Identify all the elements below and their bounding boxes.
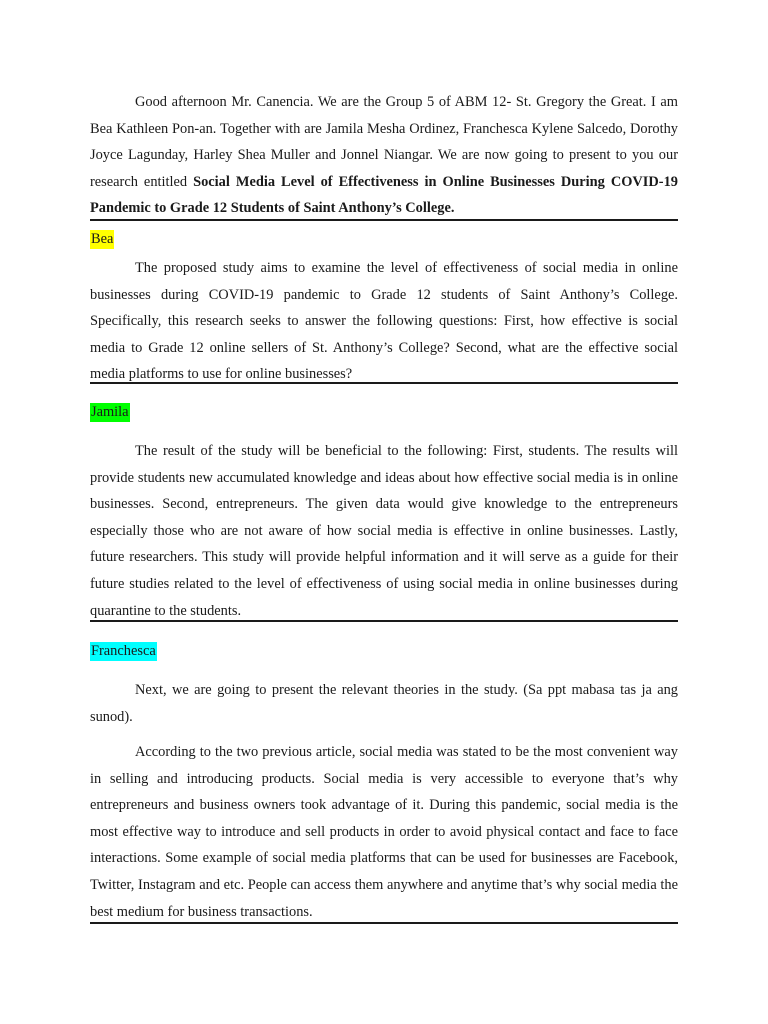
speaker-label-franchesca: Franchesca <box>91 643 156 659</box>
bea-content <box>90 255 678 388</box>
document-page <box>90 0 678 1024</box>
section-divider <box>90 382 678 384</box>
speaker-section-jamila <box>90 403 678 422</box>
franchesca-paragraph-2: According to the two previous article, social media was stated to be the most convenient way in selling and introducing products. Social media is very accessible to everyone that’s why entrepreneurs and business owners took advantage of it. During this pandemic, social media is the most effective way to introduce and sell products in order to avoid physical contact and face to face interactions. Some example of social media platforms that can be used for businesses are Facebook, Twitter, Instagram and etc. People can access them anywhere and anytime that’s why social media the best medium for business transactions. <box>90 744 678 920</box>
franchesca-paragraph-1: Next, we are going to present the relevant theories in the study. (Sa ppt mabasa tas ja ang sunod). <box>90 682 678 725</box>
speaker-label-jamila: Jamila <box>91 404 129 420</box>
jamila-content <box>90 438 678 624</box>
intro-text: Good afternoon Mr. Canencia. We are the Group 5 of ABM 12- St. Gregory the Great. I am Bea Kathleen Pon-an. Together with are Jamila Mesha Ordinez, Franchesca Kylene Salcedo, Dorothy Joyce Lagunday, Harley Shea Muller and Jonnel Niangar. We are now going to present to you our research entitled <box>90 94 678 190</box>
intro-section <box>90 89 678 222</box>
research-title: Social Media Level of Effectiveness in Online Businesses During COVID-19 Pandemic to Grade 12 Students of Saint Anthony’s College. <box>90 173 678 217</box>
section-divider <box>90 620 678 622</box>
section-divider <box>90 219 678 221</box>
speaker-label-bea: Bea <box>91 231 114 247</box>
franchesca-content-1 <box>90 677 678 730</box>
intro-paragraph <box>90 89 678 222</box>
jamila-paragraph: The result of the study will be beneficial to the following: First, students. The results will provide students new accumulated knowledge and ideas about how effective social media is in online businesses. Second, entrepreneurs. The given data would give knowledge to the entrepreneurs especially those who are not aware of how social media is effective in online businesses. Lastly, future researchers. This study will provide helpful information and it will serve as a guide for their future studies related to the level of effectiveness of using social media in online businesses during quarantine to the students. <box>90 443 678 619</box>
franchesca-content-2 <box>90 739 678 925</box>
speaker-section-franchesca <box>90 642 678 661</box>
section-divider <box>90 922 678 924</box>
speaker-section-bea <box>90 230 678 249</box>
bea-paragraph: The proposed study aims to examine the level of effectiveness of social media in online businesses during COVID-19 pandemic to Grade 12 students of Saint Anthony’s College. Specifically, this research seeks to answer the following questions: First, how effective is social media to Grade 12 online sellers of St. Anthony’s College? Second, what are the effective social media platforms to use for online businesses? <box>90 260 678 383</box>
